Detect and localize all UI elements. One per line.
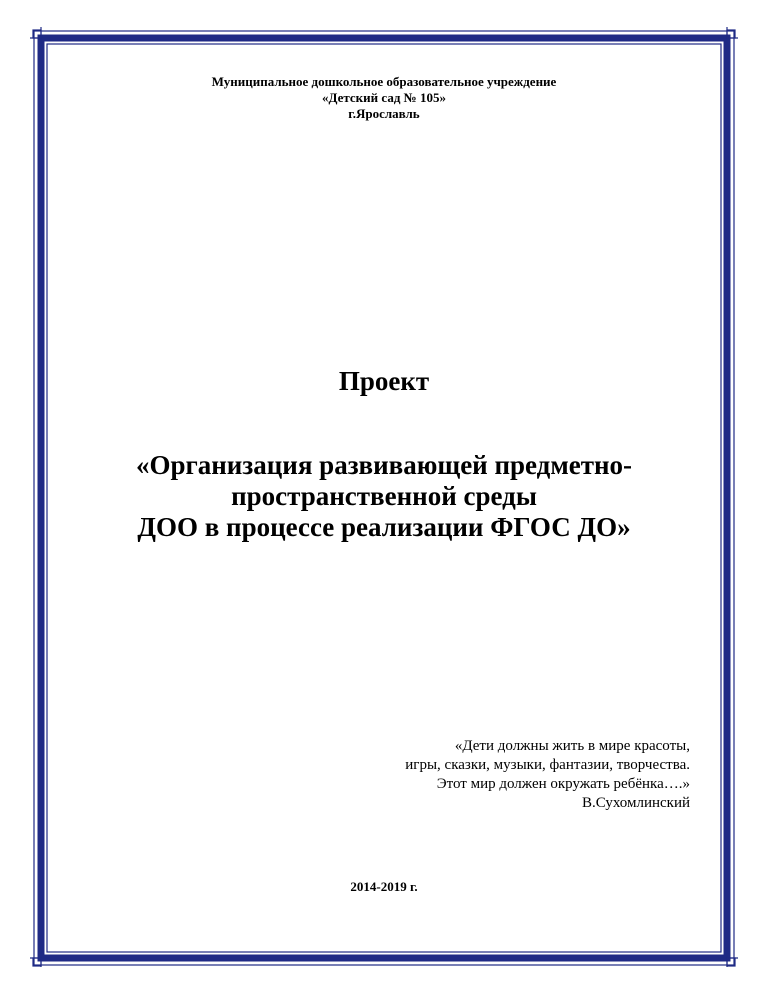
epigraph-line-3: Этот мир должен окружать ребёнка….» [436,776,690,792]
epigraph-line-1: «Дети должны жить в мире красоты, [454,738,690,754]
project-title-line-3: ДОО в процессе реализации ФГОС ДО» [137,512,631,542]
project-title [0,450,768,543]
project-label: Проект [338,366,430,396]
institution-header [0,74,768,122]
institution-name: Муниципальное дошкольное образовательное учреждение [211,74,557,89]
project-title-line-1: «Организация развивающей предметно- [135,450,633,480]
epigraph [300,737,690,813]
project-title-line-2: пространственной среды [231,481,537,511]
epigraph-author: В.Сухомлинский [581,795,690,811]
years-range: 2014-2019 г. [350,879,418,894]
city-name: г.Ярославль [348,106,420,121]
epigraph-line-2: игры, сказки, музыки, фантазии, творчества. [405,757,690,773]
kindergarten-name: «Детский сад № 105» [322,90,446,105]
